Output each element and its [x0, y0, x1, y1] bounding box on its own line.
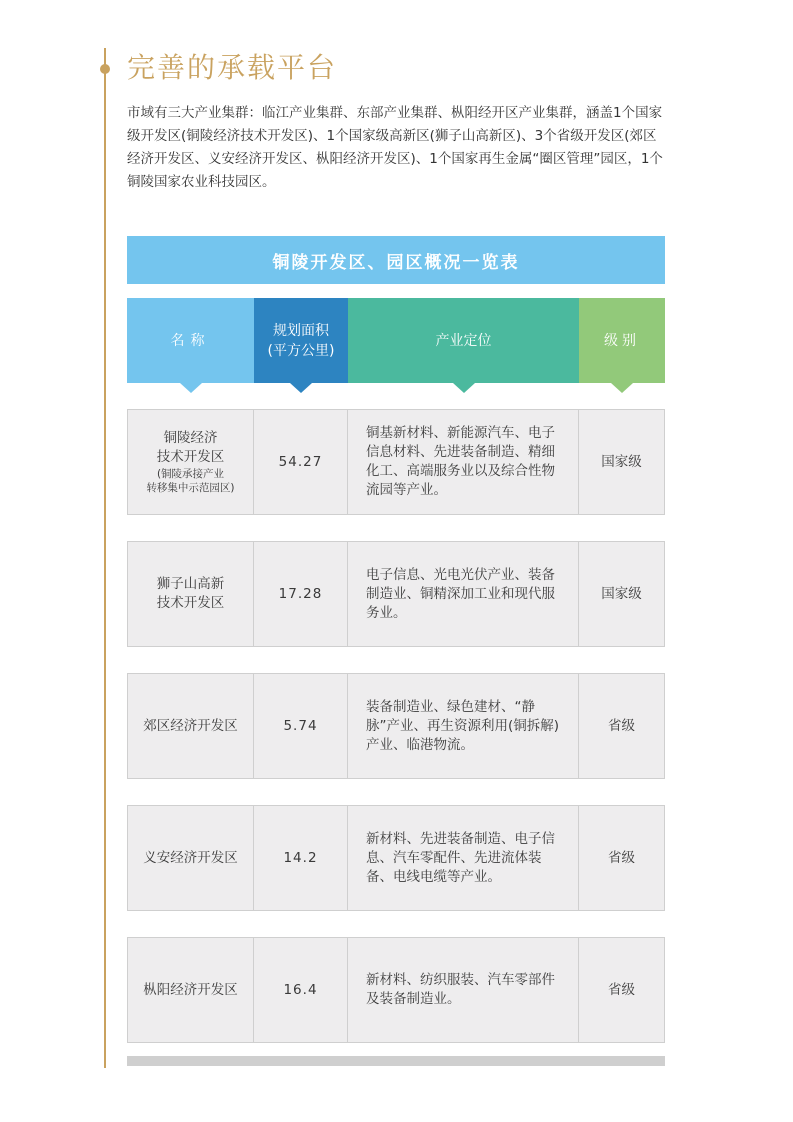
header-level-arrow — [611, 383, 633, 393]
header-industry-arrow — [453, 383, 475, 393]
zone-name-cell — [127, 409, 254, 515]
zone-name: 铜陵经济 — [163, 430, 218, 446]
header-name-arrow — [180, 383, 202, 393]
header-name — [127, 298, 254, 383]
header-industry — [348, 298, 579, 383]
zone-area: 17.28 — [254, 541, 348, 647]
table-row — [127, 673, 665, 779]
zone-level: 省级 — [579, 805, 665, 911]
section-title: 完善的承载平台 — [127, 51, 338, 84]
header-level — [579, 298, 665, 383]
zone-industry: 装备制造业、绿色建材、“静脉”产业、再生资源利用(铜拆解)产业、临港物流。 — [348, 673, 579, 779]
zone-name: 技术开发区 — [156, 595, 225, 611]
table-row — [127, 409, 665, 515]
zone-industry: 电子信息、光电光伏产业、装备制造业、铜精深加工业和现代服务业。 — [348, 541, 579, 647]
zone-area: 14.2 — [254, 805, 348, 911]
header-area-unit: (平方公里) — [267, 342, 335, 359]
zone-name-cell — [127, 937, 254, 1043]
zone-level: 省级 — [579, 937, 665, 1043]
header-area-label: 规划面积 — [273, 322, 329, 339]
header-area — [254, 298, 348, 383]
zone-name: 狮子山高新 — [156, 576, 225, 592]
zone-level: 国家级 — [579, 409, 665, 515]
timeline-dot — [100, 64, 110, 74]
zone-industry: 新材料、先进装备制造、电子信息、汽车零配件、先进流体装备、电线电缆等产业。 — [348, 805, 579, 911]
zone-name: 义安经济开发区 — [143, 849, 238, 866]
header-industry-label: 产业定位 — [435, 332, 492, 349]
zone-name-cell — [127, 805, 254, 911]
zone-area: 5.74 — [254, 673, 348, 779]
table-row — [127, 937, 665, 1043]
zone-industry: 铜基新材料、新能源汽车、电子信息材料、先进装备制造、精细化工、高端服务业以及综合性物流园等产业。 — [348, 409, 579, 515]
zone-name: 技术开发区 — [156, 449, 225, 465]
zone-name-cell — [127, 673, 254, 779]
zone-area: 54.27 — [254, 409, 348, 515]
zone-level: 省级 — [579, 673, 665, 779]
zone-note: (铜陵承接产业 — [156, 468, 225, 480]
header-area-arrow — [290, 383, 312, 393]
zone-level: 国家级 — [579, 541, 665, 647]
zone-industry: 新材料、纺织服装、汽车零部件及装备制造业。 — [348, 937, 579, 1043]
zone-note: 转移集中示范园区) — [146, 482, 235, 494]
header-level-label: 级别 — [604, 332, 640, 349]
table-title: 铜陵开发区、园区概况一览表 — [127, 236, 665, 284]
zone-name-cell — [127, 541, 254, 647]
zone-area: 16.4 — [254, 937, 348, 1043]
table-row — [127, 805, 665, 911]
timeline-line — [104, 48, 106, 1068]
zone-name: 枞阳经济开发区 — [143, 981, 238, 998]
intro-paragraph: 市域有三大产业集群：临江产业集群、东部产业集群、枞阳经开区产业集群，涵盖1个国家级开发区(铜陵经济技术开发区)、1个国家级高新区(狮子山高新区)、3个省级开发区(郊区经济开发区、义安经济开发区、枞阳经济开发区)、1个国家再生金属“圈区管理”园区，1个铜陵国家农业科技园区。 — [127, 105, 663, 190]
zone-name: 郊区经济开发区 — [143, 717, 238, 734]
table-row — [127, 541, 665, 647]
header-name-label: 名称 — [170, 332, 211, 349]
table-bottom-bar — [127, 1056, 665, 1066]
